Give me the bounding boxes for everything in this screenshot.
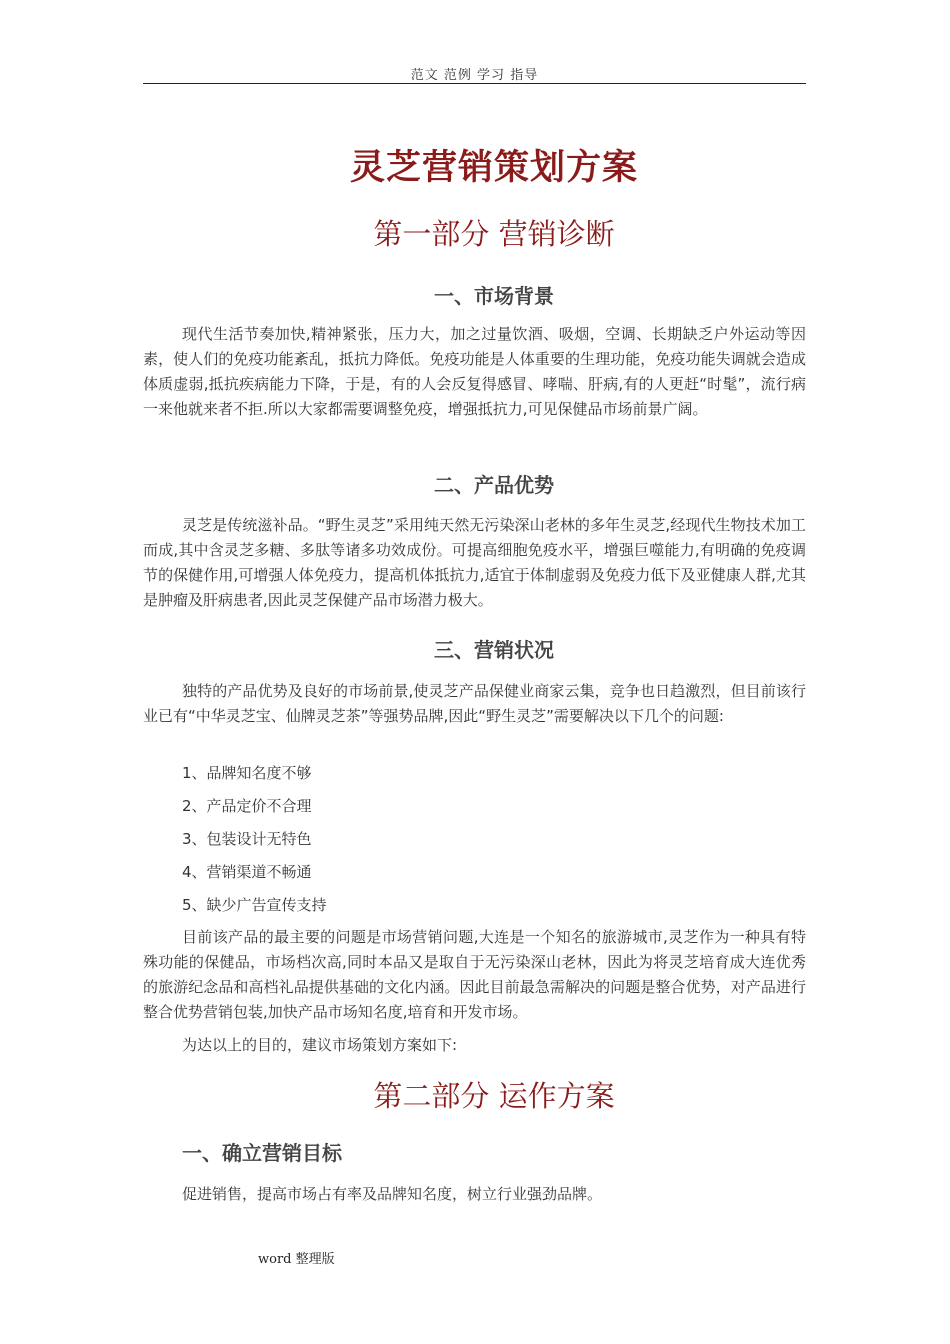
section-market-background-heading: 一、市场背景 [434,284,554,308]
problem-list-item: 3、包装设计无特色 [182,830,312,848]
header-rule [143,83,806,84]
page-header: 范文 范例 学习 指导 [410,68,539,83]
problem-list-item: 4、营销渠道不畅通 [182,863,312,881]
problem-list-item: 1、品牌知名度不够 [182,764,312,782]
product-advantage-paragraph: 灵芝是传统滋补品。“野生灵芝”采用纯天然无污染深山老林的多年生灵芝,经现代生物技术加工而成,其中含灵芝多糖、多肽等诸多功效成份。可提高细胞免疫水平，增强巨噬能力,有明确的免疫调节的保健作用,可增强人体免疫力，提高机体抵抗力,适宜于体制虚弱及免疫力低下及亚健康人群,尤其是肿瘤及肝病患者,因此灵芝保健产品市场潜力极大。 [143,516,806,609]
page-footer: word 整理版 [258,1252,335,1267]
main-problem-paragraph: 目前该产品的最主要的问题是市场营销问题,大连是一个知名的旅游城市,灵芝作为一种具有特殊功能的保健品，市场档次高,同时本品又是取自于无污染深山老林，因此为将灵芝培育成大连优秀的旅游纪念品和高档礼品提供基础的文化内涵。因此目前最急需解决的问题是整合优势，对产品进行整合优势营销包装,加快产品市场知名度,培育和开发市场。 [143,928,806,1021]
problem-list-item: 2、产品定价不合理 [182,797,312,815]
document-title: 灵芝营销策划方案 [349,148,638,188]
part1-heading: 第一部分 营销诊断 [373,217,615,251]
proposal-intro-paragraph: 为达以上的目的，建议市场策划方案如下: [182,1036,458,1054]
problem-list-item: 5、缺少广告宣传支持 [182,896,327,914]
market-background-paragraph: 现代生活节奏加快,精神紧张，压力大，加之过量饮酒、吸烟，空调、长期缺乏户外运动等因素，使人们的免疫功能紊乱，抵抗力降低。免疫功能是人体重要的生理功能，免疫功能失调就会造成体质虚弱,抵抗疾病能力下降，于是，有的人会反复得感冒、哮喘、肝病,有的人更赶“时髦”，流行病一来他就来者不拒.所以大家都需要调整免疫，增强抵抗力,可见保健品市场前景广阔。 [143,325,806,418]
part2-heading: 第二部分 运作方案 [373,1079,615,1113]
section-marketing-goal-heading: 一、确立营销目标 [182,1141,342,1165]
marketing-goal-paragraph: 促进销售，提高市场占有率及品牌知名度，树立行业强劲品牌。 [182,1185,603,1203]
section-marketing-status-heading: 三、营销状况 [434,638,554,662]
marketing-status-paragraph: 独特的产品优势及良好的市场前景,使灵芝产品保健业商家云集，竞争也日趋激烈，但目前该行业已有“中华灵芝宝、仙牌灵芝茶”等强势品牌,因此“野生灵芝”需要解决以下几个的问题: [143,682,806,725]
section-product-advantage-heading: 二、产品优势 [434,473,554,497]
